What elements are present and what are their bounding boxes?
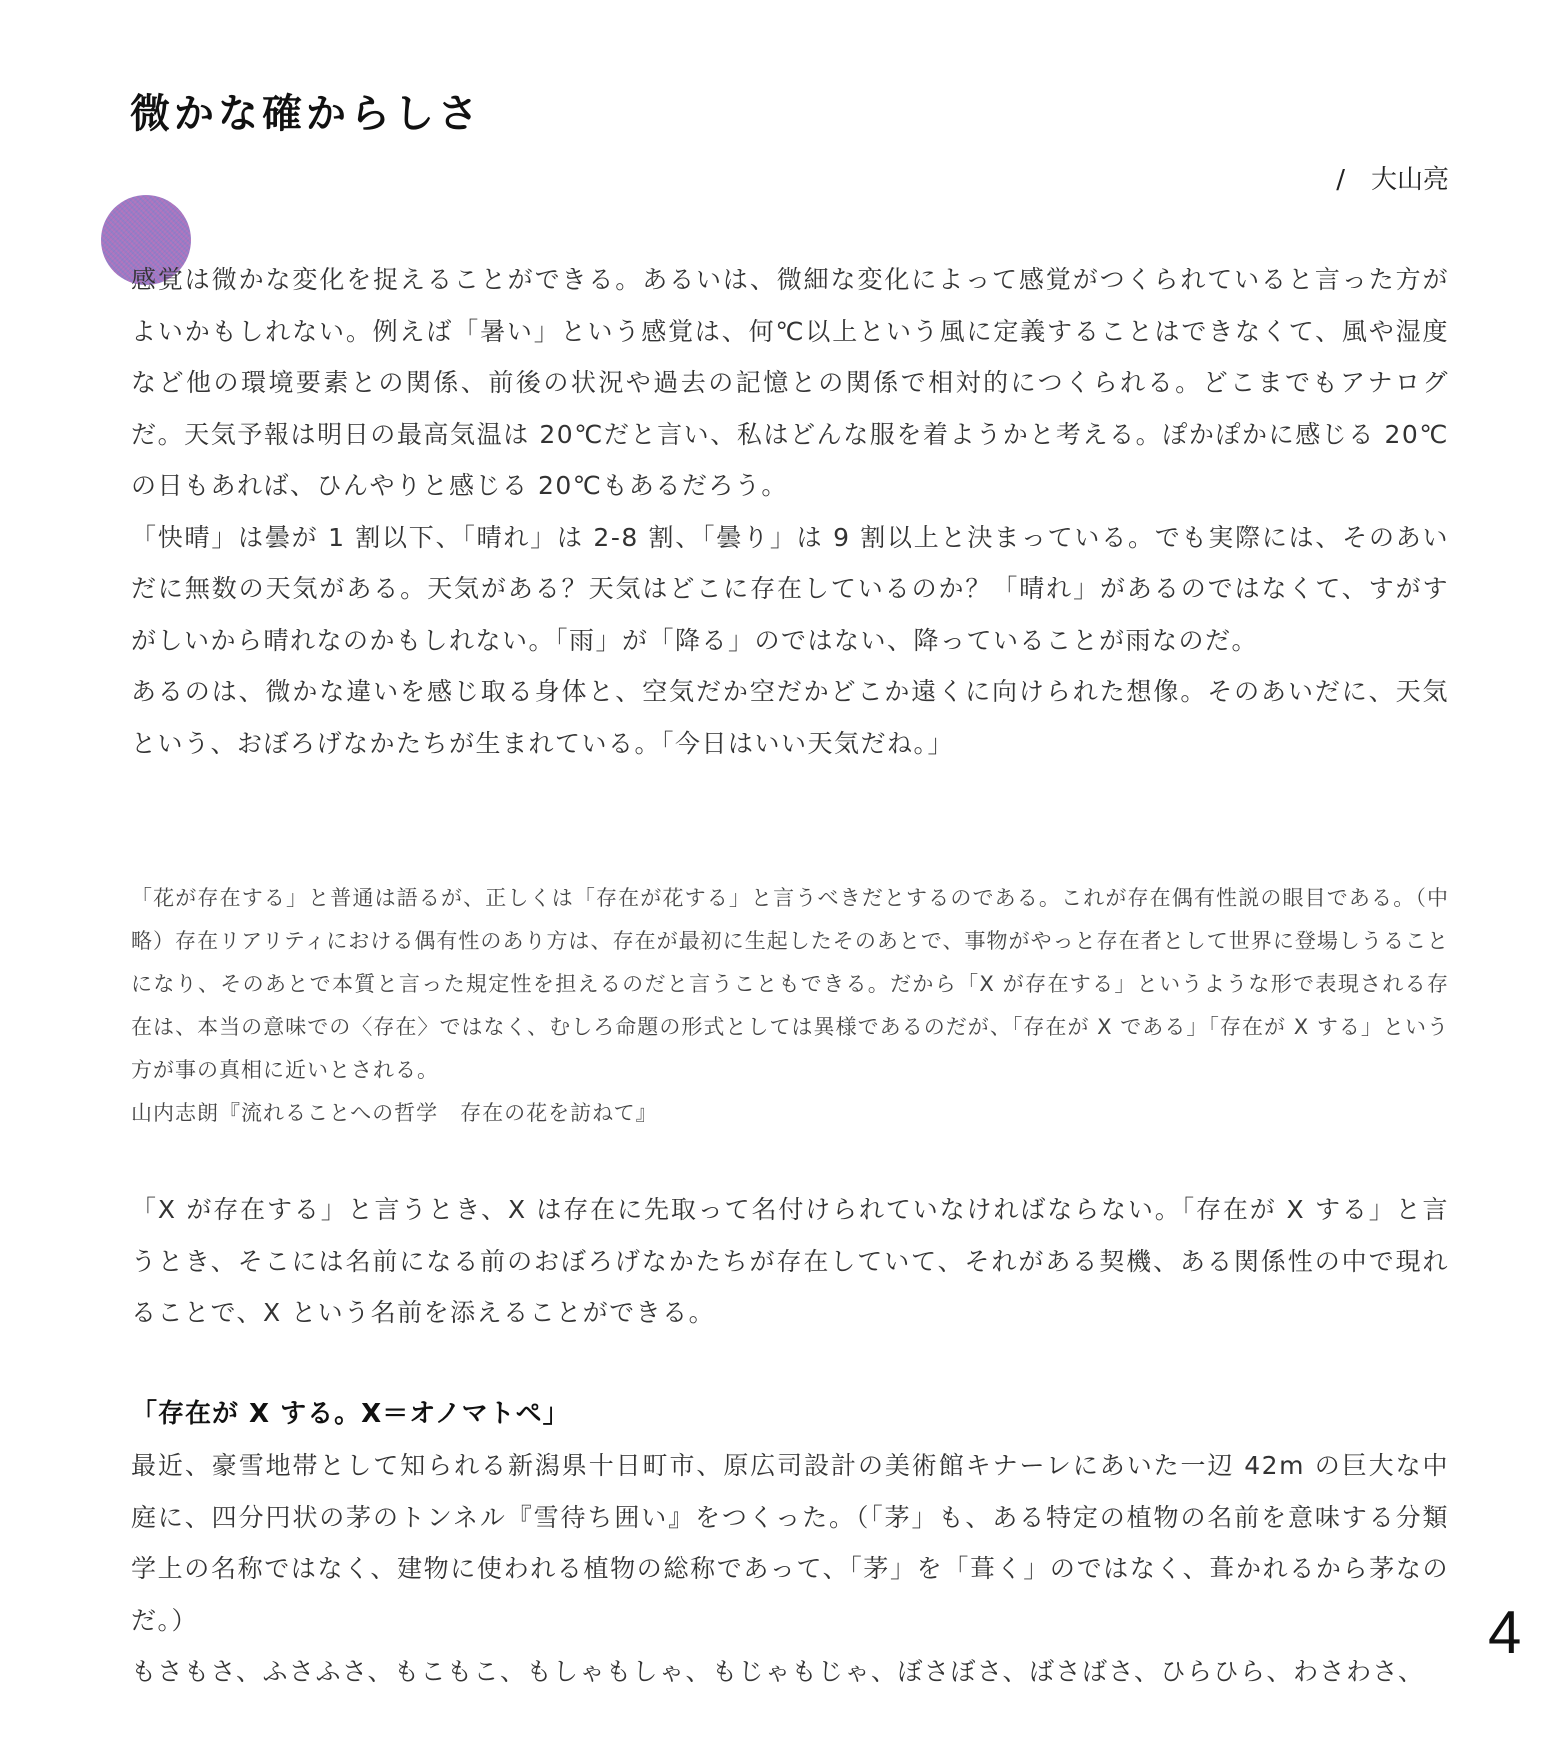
onomatopoeia-list: もさもさ、ふさふさ、もこもこ、もしゃもしゃ、もじゃもじゃ、ぼさぼさ、ばさばさ、ひらひら、わさわさ、: [131, 1657, 1425, 1686]
onomatopoeia-section: [131, 1440, 1449, 1698]
page-number: 4: [1488, 1599, 1522, 1666]
author-byline: / 大山亮: [1336, 165, 1449, 195]
quote-text: 「花が存在する」と普通は語るが、正しくは「存在が花する」と言うべきだとするのである。これが存在偶有性説の眼目である。（中略）存在リアリティにおける偶有性のあり方は、存在が最初に生起したそのあとで、事物がやっと存在者として世界に登場しうることになり、そのあとで本質と言った規定性を担えるのだと言うこともできる。だから「X が存在する」というような形で表現される存在は、本当の意味での〈存在〉ではなく、むしろ命題の形式としては異様であるのだが、「存在が X である」「存在が X する」という方が事の真相に近いとされる。: [131, 886, 1449, 1082]
block-quote: [131, 877, 1449, 1135]
intro-paragraph: 「快晴」は曇が 1 割以下、「晴れ」は 2-8 割、「曇り」は 9 割以上と決まっている。でも実際には、そのあいだに無数の天気がある。天気がある？天気はどこに存在しているのか？「晴れ」があるのではなくて、すがすがしいから晴れなのかもしれない。「雨」が「降る」のではない、降っていることが雨なのだ。: [131, 522, 1449, 655]
intro-paragraph: あるのは、微かな違いを感じ取る身体と、空気だか空だかどこか遠くに向けられた想像。そのあいだに、天気という、おぼろげなかたちが生まれている。「今日はいい天気だね。」: [131, 677, 1449, 758]
section-subheading: 「存在が X する。X＝オノマトペ」: [131, 1399, 570, 1429]
onomatopoeia-paragraph: 最近、豪雪地帯として知られる新潟県十日町市、原広司設計の美術館キナーレにあいた一辺 42m の巨大な中庭に、四分円状の茅のトンネル『雪待ち囲い』をつくった。（「茅」も、ある特定の植物の名前を意味する分類学上の名称ではなく、建物に使われる植物の総称であって、「茅」を「葺く」のではなく、葺かれるから茅なのだ。）: [131, 1451, 1449, 1635]
reflection-paragraph: 「X が存在する」と言うとき、X は存在に先取って名付けられていなければならない。「存在が X する」と言うとき、そこには名前になる前のおぼろげなかたちが存在していて、それがある契機、ある関係性の中で現れることで、X という名前を添えることができる。: [131, 1195, 1449, 1327]
quote-source: 山内志朗『流れることへの哲学 存在の花を訪ねて』: [131, 1101, 658, 1125]
article-title: 微かな確からしさ: [130, 91, 482, 137]
intro-section: [131, 254, 1449, 769]
reflection-section: [131, 1184, 1449, 1339]
intro-paragraph: 感覚は微かな変化を捉えることができる。あるいは、微細な変化によって感覚がつくられていると言った方がよいかもしれない。例えば「暑い」という感覚は、何℃以上という風に定義することはできなくて、風や湿度など他の環境要素との関係、前後の状況や過去の記憶との関係で相対的につくられる。どこまでもアナログだ。天気予報は明日の最高気温は 20℃だと言い、私はどんな服を着ようかと考える。ぽかぽかに感じる 20℃の日もあれば、ひんやりと感じる 20℃もあるだろう。: [131, 265, 1449, 500]
